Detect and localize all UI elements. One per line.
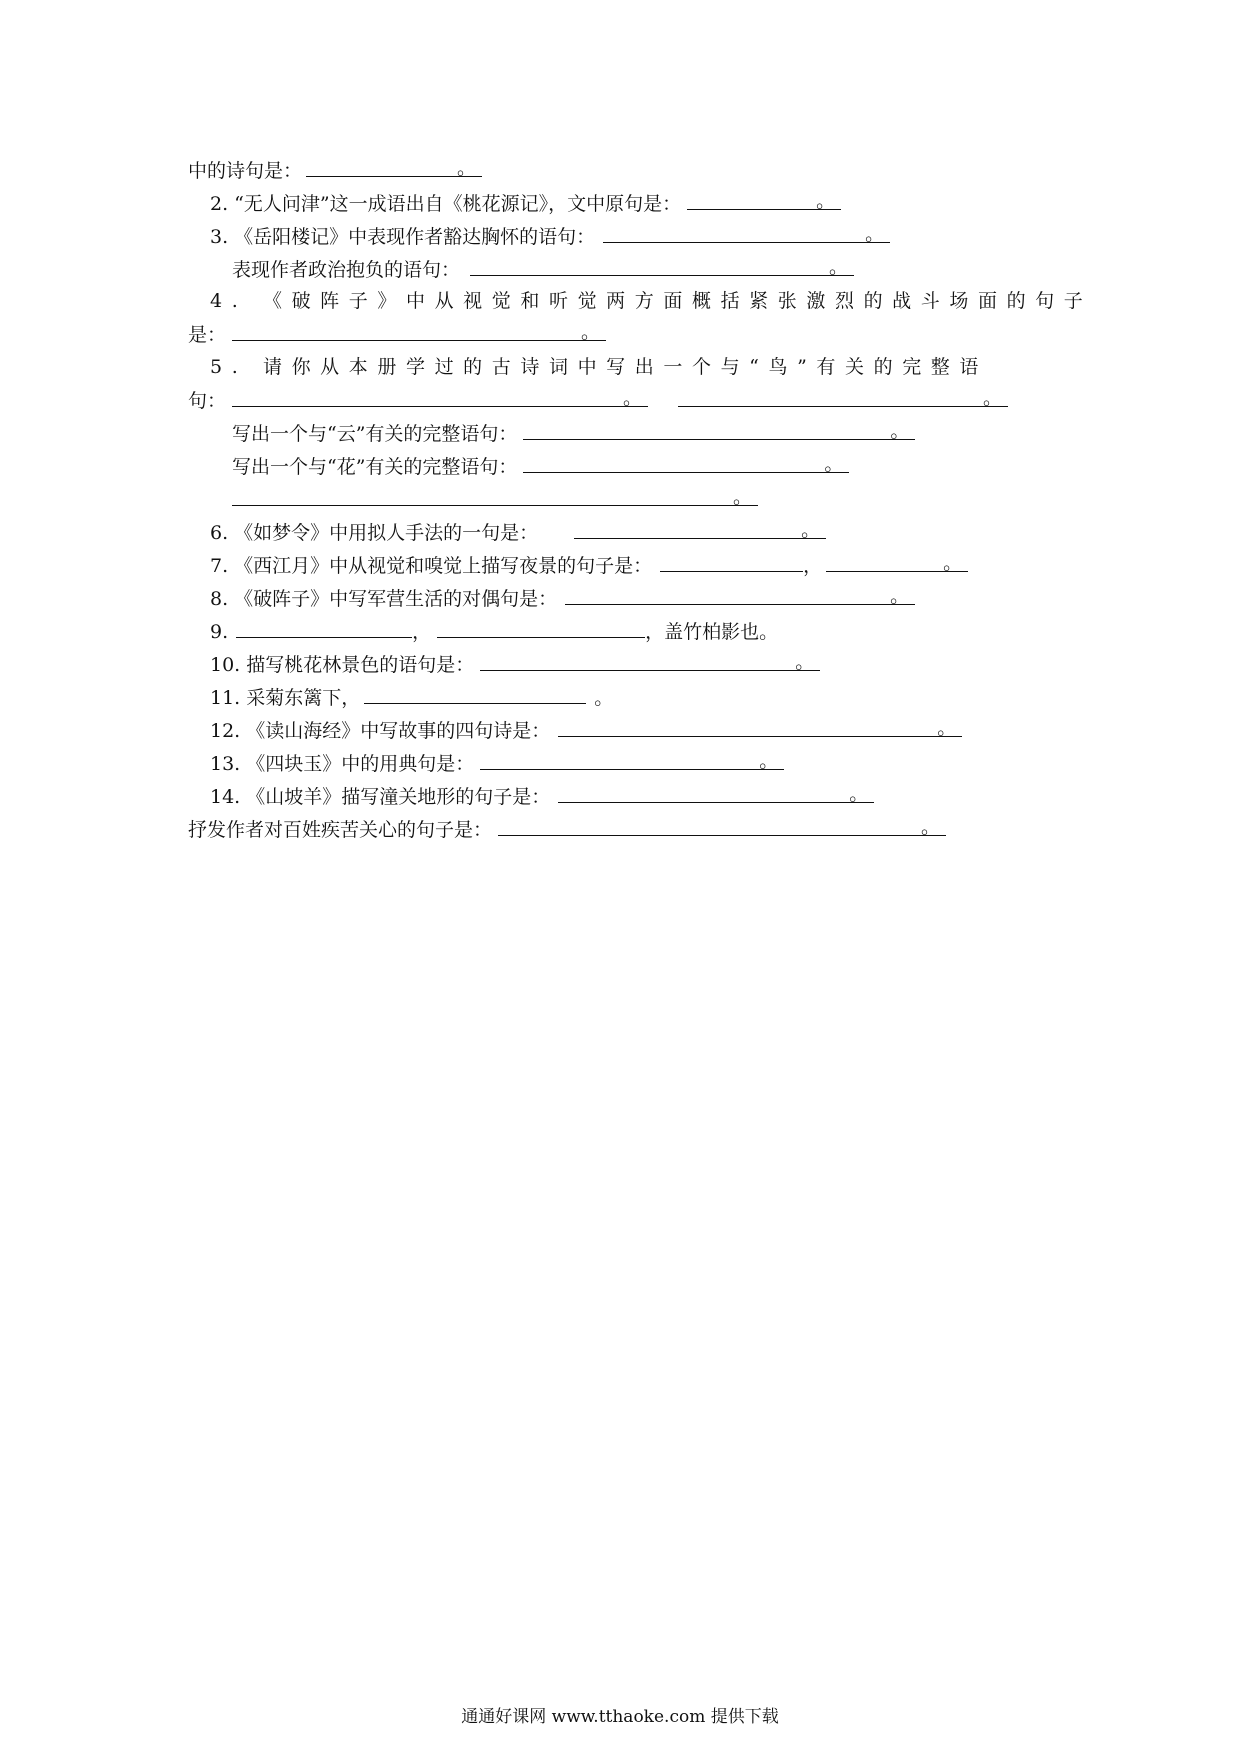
question-line — [210, 716, 962, 745]
answer-blank[interactable]: 。 — [232, 320, 606, 341]
answer-blank[interactable] — [236, 617, 412, 638]
question-line — [210, 287, 1092, 315]
question-text: 9. — [210, 621, 229, 643]
question-text: 中的诗句是： — [188, 160, 303, 182]
answer-blank[interactable]: 。 — [558, 716, 962, 737]
question-text: 11. 采菊东篱下， — [210, 687, 361, 709]
question-text: 2. “无人问津”这一成语出自《桃花源记》，文中原句是： — [210, 193, 682, 215]
answer-blank[interactable] — [660, 551, 803, 572]
question-text: 5. 请你从本册学过的古诗词中写出一个与“鸟”有关的完整语 — [210, 356, 988, 378]
question-text: 表现作者政治抱负的语句： — [232, 259, 461, 281]
question-text: 3. 《岳阳楼记》中表现作者豁达胸怀的语句： — [210, 226, 596, 248]
question-line — [210, 749, 784, 778]
answer-blank[interactable]: 。 — [826, 551, 968, 572]
question-line — [232, 419, 915, 448]
answer-blank[interactable]: 。 — [306, 156, 482, 177]
answer-blank[interactable]: 。 — [603, 222, 890, 243]
answer-blank[interactable]: 。 — [678, 386, 1008, 407]
answer-blank[interactable]: 。 — [470, 255, 854, 276]
question-line — [210, 650, 820, 679]
question-text: 10. 描写桃花林景色的语句是： — [210, 654, 475, 676]
answer-blank[interactable]: 。 — [574, 518, 826, 539]
question-line — [188, 815, 946, 844]
answer-blank[interactable] — [437, 617, 645, 638]
question-text: 6. 《如梦令》中用拟人手法的一句是： — [210, 522, 539, 544]
period: 。 — [594, 687, 614, 709]
question-text: 是： — [188, 324, 227, 346]
question-text: 7. 《西江月》中从视觉和嗅觉上描写夜景的句子是： — [210, 555, 653, 577]
question-line — [210, 617, 778, 646]
question-text: 4. 《破阵子》中从视觉和听觉两方面概括紧张激烈的战斗场面的句子 — [210, 290, 1093, 312]
question-text: 8. 《破阵子》中写军营生活的对偶句是： — [210, 588, 558, 610]
comma: ， — [412, 621, 432, 643]
question-line — [210, 189, 841, 218]
question-line — [210, 584, 915, 613]
question-line — [210, 683, 613, 712]
question-text: 14. 《山坡羊》描写潼关地形的句子是： — [210, 786, 551, 808]
question-line — [232, 255, 854, 284]
answer-blank[interactable]: 。 — [687, 189, 841, 210]
answer-blank[interactable]: 。 — [565, 584, 915, 605]
question-text: 句： — [188, 390, 227, 412]
question-line — [210, 222, 890, 251]
question-line — [210, 353, 988, 381]
answer-blank[interactable]: 。 — [480, 749, 784, 770]
answer-blank[interactable]: 。 — [523, 419, 915, 440]
question-text: 12. 《读山海经》中写故事的四句诗是： — [210, 720, 551, 742]
page-footer: 通通好课网 www.tthaoke.com 提供下载 — [461, 1707, 779, 1727]
question-line — [210, 551, 968, 580]
question-text: 盖竹柏影也。 — [664, 621, 779, 643]
question-text: 写出一个与“云”有关的完整语句： — [232, 423, 518, 445]
question-line — [232, 452, 849, 481]
answer-blank[interactable]: 。 — [558, 782, 874, 803]
question-line — [232, 485, 758, 514]
answer-blank[interactable]: 。 — [498, 815, 946, 836]
answer-blank[interactable]: 。 — [523, 452, 849, 473]
comma: ， — [803, 555, 823, 577]
answer-blank[interactable]: 。 — [232, 386, 648, 407]
comma: ， — [645, 621, 665, 643]
question-line — [188, 386, 1008, 415]
question-text: 抒发作者对百姓疾苦关心的句子是： — [188, 819, 493, 841]
question-line — [210, 518, 826, 547]
answer-blank[interactable]: 。 — [480, 650, 820, 671]
question-line — [188, 156, 482, 185]
question-text: 13. 《四块玉》中的用典句是： — [210, 753, 475, 775]
question-line — [188, 320, 606, 349]
answer-blank[interactable]: 。 — [232, 485, 758, 506]
question-text: 写出一个与“花”有关的完整语句： — [232, 456, 518, 478]
question-line — [210, 782, 874, 811]
answer-blank[interactable] — [364, 683, 586, 704]
